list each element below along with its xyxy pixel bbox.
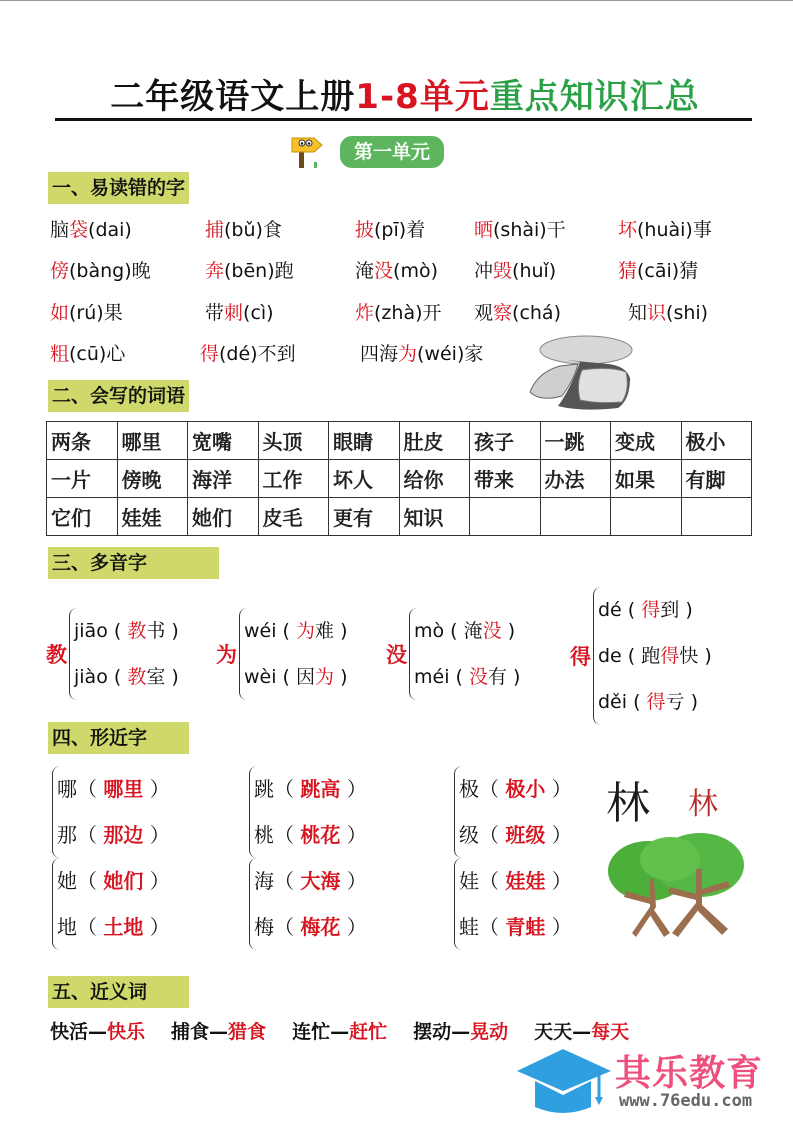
- similar-word: 土地: [103, 915, 144, 939]
- word-cell: 两条: [47, 422, 118, 460]
- paren-close: ）: [143, 823, 170, 847]
- item-highlight-char: 毁: [493, 260, 513, 282]
- synonym-dash: —: [88, 1021, 108, 1043]
- item-pinyin: (rú): [69, 302, 104, 324]
- synonym-pair: [534, 1018, 629, 1046]
- section-heading-similar-chars: 四、形近字: [48, 722, 189, 754]
- section-heading-polyphones: 三、多音字: [48, 547, 219, 579]
- item-suffix: 家: [464, 343, 484, 365]
- paren-open: (: [276, 666, 297, 688]
- paren-open: (: [621, 645, 642, 667]
- similar-pair: [454, 766, 572, 858]
- item-pinyin: (bàng): [69, 260, 132, 282]
- word-cell: 更有: [329, 498, 400, 536]
- title-part-grade: 二年级语文上册: [110, 77, 356, 117]
- polyphone-reading: [74, 608, 179, 654]
- reading-pinyin: dé: [598, 599, 622, 621]
- synonym-a: 天天: [534, 1021, 573, 1043]
- synonym-b: 猎食: [228, 1021, 267, 1043]
- item-pinyin: (dai): [88, 219, 132, 241]
- item-suffix: 不到: [257, 343, 296, 365]
- synonym-pair: [50, 1018, 145, 1046]
- synonym-b: 赶忙: [349, 1021, 388, 1043]
- word-cell: 皮毛: [258, 498, 329, 536]
- polyphone-char: 没: [386, 643, 407, 667]
- synonym-list: [50, 1018, 629, 1046]
- synonym-pair: [171, 1018, 266, 1046]
- word-cell: [540, 498, 611, 536]
- word-cell: 一跳: [540, 422, 611, 460]
- reading-pinyin: děi: [598, 691, 628, 713]
- similar-char-line: [254, 858, 367, 904]
- synonym-b: 快乐: [107, 1021, 146, 1043]
- similar-word: 那边: [103, 823, 144, 847]
- similar-char-line: [254, 812, 367, 858]
- unit-badge: 第一单元: [340, 136, 444, 168]
- misread-item: [205, 258, 294, 284]
- item-suffix: 开: [422, 302, 442, 324]
- polyphone-group-mei: [386, 608, 520, 700]
- word-cell: 给你: [399, 460, 470, 498]
- item-highlight-char: 披: [355, 219, 375, 241]
- similar-char-line: [459, 812, 572, 858]
- paren-close: ）: [340, 869, 367, 893]
- item-highlight-char: 粗: [50, 343, 70, 365]
- similar-char: 级: [459, 823, 479, 847]
- section-heading-writing-words: 二、会写的词语: [48, 380, 189, 412]
- polyphone-group-jiao: [46, 608, 179, 700]
- item-pinyin: (dé): [219, 343, 258, 365]
- item-pinyin: (cì): [243, 302, 274, 324]
- item-suffix: 事: [692, 219, 712, 241]
- polyphone-char: 教: [46, 643, 67, 667]
- paren-open: (: [276, 620, 297, 642]
- paren-close: ）: [340, 915, 367, 939]
- polyphone-char: 为: [216, 643, 237, 667]
- paren-close: ）: [545, 777, 572, 801]
- similar-word: 大海: [300, 869, 341, 893]
- similar-char: 跳: [254, 777, 274, 801]
- reading-black: 有: [488, 666, 508, 688]
- misread-item: [355, 258, 438, 284]
- paren-open: （: [77, 777, 104, 801]
- item-highlight-char: 为: [398, 343, 418, 365]
- word-cell: 它们: [47, 498, 118, 536]
- reading-pinyin: jiào: [74, 666, 108, 688]
- word-cell: [470, 498, 541, 536]
- misread-item: [50, 258, 151, 284]
- item-pinyin: (huài): [637, 219, 693, 241]
- forest-char-red: 林: [688, 787, 718, 822]
- word-cell: 变成: [611, 422, 682, 460]
- item-pinyin: (mò): [393, 260, 438, 282]
- synonym-a: 捕食: [171, 1021, 210, 1043]
- similar-char: 蛙: [459, 915, 479, 939]
- paren-close: ）: [143, 915, 170, 939]
- paren-open: （: [274, 915, 301, 939]
- item-highlight-char: 得: [200, 343, 220, 365]
- word-cell: 傍晚: [117, 460, 188, 498]
- watermark-brand: 其乐教育: [615, 1053, 764, 1094]
- item-highlight-char: 捕: [205, 219, 225, 241]
- similar-char: 哪: [57, 777, 77, 801]
- similar-pair: [454, 858, 572, 950]
- word-cell: 哪里: [117, 422, 188, 460]
- item-highlight-char: 晒: [474, 219, 494, 241]
- similar-char-line: [57, 904, 170, 950]
- reading-black: 室: [146, 666, 166, 688]
- item-highlight-char: 刺: [224, 302, 244, 324]
- similar-char-line: [459, 766, 572, 812]
- table-row: [47, 498, 752, 536]
- similar-char-line: [254, 904, 367, 950]
- item-suffix: 干: [546, 219, 566, 241]
- item-highlight-char: 猜: [618, 260, 638, 282]
- polyphone-reading: [598, 587, 712, 633]
- paren-close: ): [679, 599, 693, 621]
- similar-word: 哪里: [103, 777, 144, 801]
- paren-open: （: [479, 915, 506, 939]
- item-prefix: 四海: [360, 343, 399, 365]
- misread-item: [50, 217, 132, 243]
- word-cell: 极小: [681, 422, 752, 460]
- stone-illustration: [518, 330, 648, 410]
- paren-open: （: [77, 869, 104, 893]
- similar-char: 地: [57, 915, 77, 939]
- similar-char-line: [459, 858, 572, 904]
- word-cell: 肚皮: [399, 422, 470, 460]
- similar-word: 青蛙: [505, 915, 546, 939]
- misread-item: [205, 217, 282, 243]
- reading-black: 淹: [463, 620, 483, 642]
- similar-char: 她: [57, 869, 77, 893]
- synonym-a: 快活: [50, 1021, 89, 1043]
- misread-item: [618, 217, 712, 243]
- paren-open: (: [449, 666, 469, 688]
- item-suffix: 果: [103, 302, 123, 324]
- misread-item: [50, 300, 123, 326]
- signpost-icon: [288, 130, 328, 174]
- reading-black: 因: [296, 666, 316, 688]
- word-cell: 孩子: [470, 422, 541, 460]
- polyphone-reading: [414, 608, 520, 654]
- word-cell: 她们: [188, 498, 259, 536]
- word-cell: 办法: [540, 460, 611, 498]
- misread-item: [50, 341, 125, 367]
- graduation-cap-icon: [515, 1045, 615, 1121]
- words-table: [46, 421, 752, 536]
- misread-item: [628, 300, 708, 326]
- synonym-a: 摆动: [413, 1021, 452, 1043]
- polyphone-reading: [414, 654, 520, 700]
- paren-open: (: [621, 599, 642, 621]
- title-part-units: 1-8单元: [355, 77, 490, 117]
- reading-red-a: 得: [641, 599, 661, 621]
- similar-char: 娃: [459, 869, 479, 893]
- word-cell: 眼睛: [329, 422, 400, 460]
- polyphone-reading: [244, 654, 348, 700]
- word-cell: 如果: [611, 460, 682, 498]
- paren-close: ): [501, 620, 516, 642]
- paren-open: (: [107, 620, 128, 642]
- paren-close: ): [684, 691, 699, 713]
- reading-red-a: 为: [296, 620, 316, 642]
- item-prefix: 知: [628, 302, 648, 324]
- item-suffix: 跑: [274, 260, 294, 282]
- synonym-pair: [413, 1018, 508, 1046]
- item-highlight-char: 如: [50, 302, 70, 324]
- reading-red-b: 没: [482, 620, 502, 642]
- paren-open: （: [274, 869, 301, 893]
- polyphone-group-wei: [216, 608, 348, 700]
- reading-red-b: 得: [660, 645, 680, 667]
- paren-close: ): [507, 666, 521, 688]
- word-cell: 娃娃: [117, 498, 188, 536]
- reading-pinyin: wèi: [244, 666, 277, 688]
- item-suffix: 晚: [131, 260, 151, 282]
- similar-char: 海: [254, 869, 274, 893]
- paren-open: （: [274, 823, 301, 847]
- paren-open: （: [479, 777, 506, 801]
- similar-char: 那: [57, 823, 77, 847]
- paren-close: 快 ): [679, 645, 712, 667]
- watermark-url: www.76edu.com: [619, 1091, 753, 1111]
- word-cell: 海洋: [188, 460, 259, 498]
- word-cell: 头顶: [258, 422, 329, 460]
- reading-black: 难: [315, 620, 335, 642]
- item-pinyin: (huǐ): [512, 260, 557, 282]
- synonym-dash: —: [209, 1021, 229, 1043]
- similar-pair: [52, 766, 170, 858]
- paren-close: ）: [340, 823, 367, 847]
- word-cell: 有脚: [681, 460, 752, 498]
- page-title: [60, 74, 750, 120]
- reading-pinyin: wéi: [244, 620, 277, 642]
- item-pinyin: (zhà): [374, 302, 423, 324]
- item-prefix: 观: [474, 302, 494, 324]
- misread-item: [360, 341, 483, 367]
- polyphone-reading: [598, 679, 712, 725]
- misread-item: [355, 217, 425, 243]
- polyphone-reading: [244, 608, 348, 654]
- similar-word: 极小: [505, 777, 546, 801]
- reading-red-a: 教: [127, 666, 147, 688]
- item-prefix: 脑: [50, 219, 70, 241]
- item-prefix: 冲: [474, 260, 494, 282]
- item-highlight-char: 奔: [205, 260, 225, 282]
- word-cell: [681, 498, 752, 536]
- paren-close: ）: [143, 869, 170, 893]
- paren-open: (: [107, 666, 128, 688]
- word-cell: 工作: [258, 460, 329, 498]
- paren-close: ): [165, 666, 179, 688]
- similar-word: 梅花: [300, 915, 341, 939]
- paren-close: ）: [143, 777, 170, 801]
- item-pinyin: (bēn): [224, 260, 275, 282]
- misread-item: [474, 217, 566, 243]
- item-prefix: 带: [205, 302, 225, 324]
- reading-pinyin: mò: [414, 620, 445, 642]
- misread-item: [205, 300, 274, 326]
- paren-close: ): [165, 620, 179, 642]
- misread-item: [200, 341, 296, 367]
- synonym-dash: —: [330, 1021, 350, 1043]
- similar-word: 她们: [103, 869, 144, 893]
- polyphone-char: 得: [570, 645, 591, 669]
- reading-black: 跑: [641, 645, 661, 667]
- reading-black: 亏: [665, 691, 685, 713]
- polyphone-reading: [74, 654, 179, 700]
- item-highlight-char: 坏: [618, 219, 638, 241]
- paren-open: （: [479, 869, 506, 893]
- paren-open: （: [77, 823, 104, 847]
- item-prefix: 淹: [355, 260, 375, 282]
- word-cell: 坏人: [329, 460, 400, 498]
- misread-item: [355, 300, 442, 326]
- table-row: [47, 460, 752, 498]
- item-pinyin: (wéi): [417, 343, 465, 365]
- paren-open: （: [274, 777, 301, 801]
- item-suffix: 着: [406, 219, 426, 241]
- item-highlight-char: 没: [374, 260, 394, 282]
- polyphone-reading: [598, 633, 712, 679]
- paren-open: (: [627, 691, 647, 713]
- item-highlight-char: 傍: [50, 260, 70, 282]
- item-suffix: 食: [262, 219, 282, 241]
- reading-red-b: 为: [315, 666, 335, 688]
- forest-illustration: [600, 765, 760, 945]
- similar-char: 桃: [254, 823, 274, 847]
- top-border: [0, 0, 793, 1]
- reading-red-a: 教: [127, 620, 147, 642]
- misread-item: [474, 258, 556, 284]
- reading-pinyin: de: [598, 645, 622, 667]
- item-pinyin: (bǔ): [224, 219, 263, 241]
- paren-close: ）: [340, 777, 367, 801]
- word-cell: 一片: [47, 460, 118, 498]
- misread-item: [618, 258, 698, 284]
- table-row: [47, 422, 752, 460]
- item-pinyin: (pī): [374, 219, 407, 241]
- similar-char-line: [57, 812, 170, 858]
- paren-open: (: [444, 620, 464, 642]
- synonym-pair: [292, 1018, 387, 1046]
- similar-char: 梅: [254, 915, 274, 939]
- similar-pair: [52, 858, 170, 950]
- misread-item: [474, 300, 561, 326]
- similar-word: 班级: [505, 823, 546, 847]
- item-suffix: 心: [106, 343, 126, 365]
- similar-char-line: [57, 766, 170, 812]
- reading-pinyin: méi: [414, 666, 450, 688]
- title-part-summary: 重点知识汇总: [489, 77, 700, 117]
- item-suffix: 猜: [679, 260, 699, 282]
- paren-close: ): [334, 620, 348, 642]
- paren-close: ): [334, 666, 348, 688]
- word-cell: [611, 498, 682, 536]
- word-cell: 知识: [399, 498, 470, 536]
- item-highlight-char: 炸: [355, 302, 375, 324]
- similar-char-line: [57, 858, 170, 904]
- reading-pinyin: jiāo: [74, 620, 108, 642]
- synonym-b: 每天: [591, 1021, 630, 1043]
- synonym-dash: —: [451, 1021, 471, 1043]
- synonym-a: 连忙: [292, 1021, 331, 1043]
- paren-close: ）: [545, 915, 572, 939]
- paren-open: （: [77, 915, 104, 939]
- word-cell: 带来: [470, 460, 541, 498]
- item-highlight-char: 袋: [69, 219, 89, 241]
- similar-pair: [249, 858, 367, 950]
- item-pinyin: (cū): [69, 343, 107, 365]
- similar-word: 娃娃: [505, 869, 546, 893]
- reading-black: 书: [146, 620, 166, 642]
- section-heading-misread: 一、易读错的字: [48, 172, 189, 204]
- reading-black: 到: [660, 599, 680, 621]
- paren-open: （: [479, 823, 506, 847]
- similar-char: 极: [459, 777, 479, 801]
- item-pinyin: (chá): [512, 302, 561, 324]
- title-underline: [55, 118, 752, 121]
- watermark-logo: [515, 1045, 790, 1117]
- similar-pair: [249, 766, 367, 858]
- similar-char-line: [254, 766, 367, 812]
- section-heading-synonyms: 五、近义词: [48, 976, 189, 1008]
- item-pinyin: (shi): [666, 302, 709, 324]
- forest-char-black: 林: [606, 778, 650, 829]
- item-highlight-char: 识: [647, 302, 667, 324]
- reading-red-a: 没: [468, 666, 488, 688]
- item-highlight-char: 察: [493, 302, 513, 324]
- item-pinyin: (cāi): [637, 260, 680, 282]
- similar-char-line: [459, 904, 572, 950]
- unit-header: [288, 132, 444, 172]
- synonym-dash: —: [572, 1021, 592, 1043]
- item-pinyin: (shài): [493, 219, 547, 241]
- paren-close: ）: [545, 869, 572, 893]
- paren-close: ）: [545, 823, 572, 847]
- synonym-b: 晃动: [470, 1021, 509, 1043]
- reading-red-a: 得: [646, 691, 666, 713]
- similar-word: 跳高: [300, 777, 341, 801]
- word-cell: 宽嘴: [188, 422, 259, 460]
- polyphone-group-de: [570, 587, 712, 725]
- similar-word: 桃花: [300, 823, 341, 847]
